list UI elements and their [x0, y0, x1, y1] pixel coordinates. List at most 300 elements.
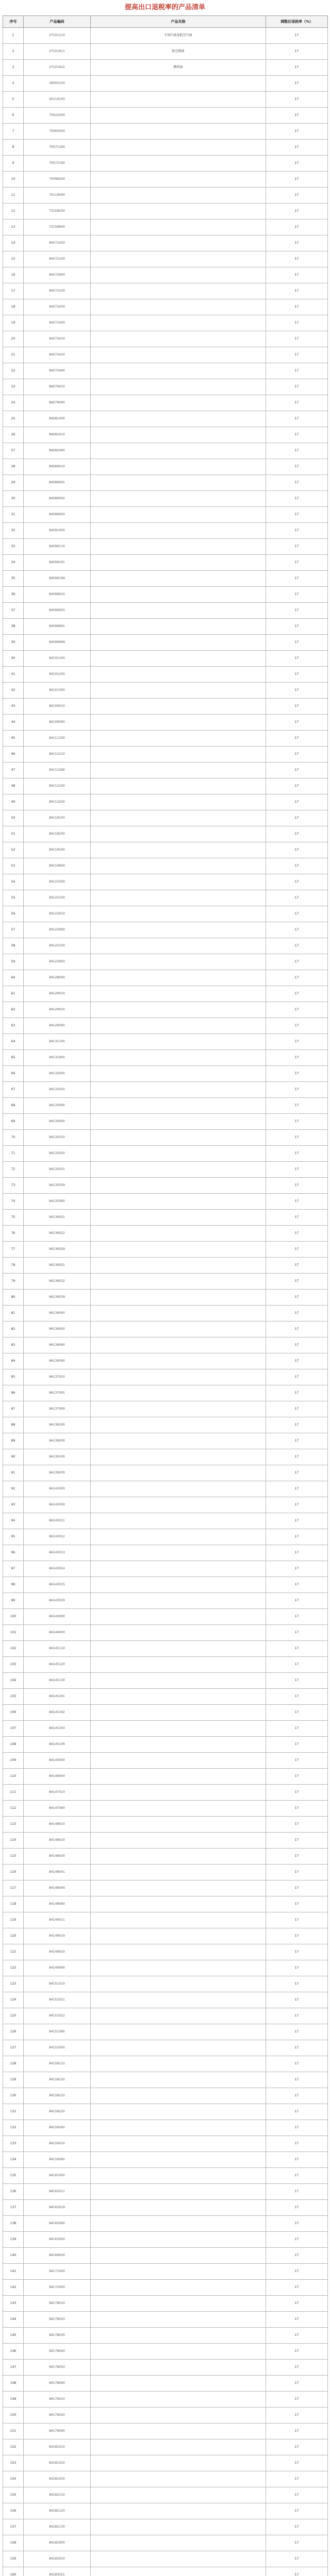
table-row [3, 587, 328, 603]
cell-name [91, 2120, 266, 2136]
cell-index: 8 [3, 140, 24, 156]
cell-code: 84111210 [24, 747, 91, 762]
cell-index: 86 [3, 1385, 24, 1401]
cell-code: 84123900 [24, 954, 91, 970]
cell-code: 84071000 [24, 235, 91, 251]
cell-rate: 17 [266, 1737, 328, 1753]
cell-code: 84169000 [24, 2248, 91, 2264]
cell-code: 84146000 [24, 1769, 91, 1785]
cell-name [91, 2519, 266, 2535]
cell-code: 84178090 [24, 2376, 91, 2392]
cell-index: 90 [3, 1449, 24, 1465]
cell-name [91, 1673, 266, 1689]
cell-rate: 17 [266, 60, 328, 76]
cell-index: 12 [3, 204, 24, 219]
cell-rate: 17 [266, 1210, 328, 1226]
table-row [3, 204, 328, 219]
table-row [3, 1242, 328, 1258]
table-row [3, 1178, 328, 1194]
cell-rate: 17 [266, 251, 328, 267]
cell-index: 9 [3, 156, 24, 172]
cell-code: 84145900 [24, 1753, 91, 1769]
table-row [3, 1721, 328, 1737]
cell-rate: 17 [266, 715, 328, 731]
cell-index: 144 [3, 2312, 24, 2328]
cell-code: 70099200 [24, 172, 91, 188]
cell-name [91, 523, 266, 539]
cell-rate: 17 [266, 1178, 328, 1194]
cell-code: 84135090 [24, 1194, 91, 1210]
cell-rate: 17 [266, 683, 328, 699]
cell-rate: 17 [266, 188, 328, 204]
table-row [3, 2424, 328, 2439]
cell-code: 84136029 [24, 1242, 91, 1258]
cell-name [91, 1066, 266, 1082]
table-row [3, 1912, 328, 1928]
table-row [3, 2296, 328, 2312]
cell-index: 38 [3, 619, 24, 635]
cell-code: 27101911 [24, 44, 91, 60]
cell-rate: 17 [266, 2535, 328, 2551]
cell-rate: 17 [266, 1481, 328, 1497]
cell-index: 19 [3, 315, 24, 331]
cell-code: 73158900 [24, 219, 91, 235]
cell-index: 142 [3, 2280, 24, 2296]
cell-name [91, 267, 266, 283]
cell-index: 67 [3, 1082, 24, 1098]
cell-name [91, 283, 266, 299]
cell-rate: 17 [266, 1130, 328, 1146]
cell-code: 84162011 [24, 2184, 91, 2200]
cell-code: 84143015 [24, 1577, 91, 1593]
cell-code: 84148090 [24, 1896, 91, 1912]
table-row [3, 1657, 328, 1673]
table-row [3, 539, 328, 555]
cell-name [91, 1210, 266, 1226]
cell-name [91, 1369, 266, 1385]
cell-name [91, 188, 266, 204]
cell-rate: 17 [266, 2200, 328, 2216]
table-row [3, 1066, 328, 1082]
cell-code: 84121000 [24, 874, 91, 890]
table-row [3, 922, 328, 938]
table-row [3, 571, 328, 587]
cell-index: 137 [3, 2200, 24, 2216]
cell-rate: 17 [266, 954, 328, 970]
table-row [3, 411, 328, 427]
cell-name [91, 1274, 266, 1290]
table-row [3, 842, 328, 858]
cell-rate: 17 [266, 2519, 328, 2535]
cell-index: 129 [3, 2072, 24, 2088]
cell-index: 133 [3, 2136, 24, 2152]
cell-index: 45 [3, 731, 24, 747]
cell-index: 91 [3, 1465, 24, 1481]
cell-code: 84138200 [24, 1433, 91, 1449]
cell-code: 84136090 [24, 1353, 91, 1369]
cell-rate: 17 [266, 747, 328, 762]
cell-code: 84182130 [24, 2519, 91, 2535]
cell-rate: 17 [266, 794, 328, 810]
table-row [3, 235, 328, 251]
cell-rate: 17 [266, 2008, 328, 2024]
cell-name [91, 363, 266, 379]
cell-index: 22 [3, 363, 24, 379]
cell-name [91, 1880, 266, 1896]
cell-name [91, 858, 266, 874]
cell-rate: 17 [266, 826, 328, 842]
cell-code: 84148010 [24, 1817, 91, 1833]
cell-rate: 17 [266, 475, 328, 491]
cell-code: 84079010 [24, 379, 91, 395]
cell-rate: 17 [266, 1290, 328, 1306]
cell-name [91, 1976, 266, 1992]
cell-name [91, 1657, 266, 1673]
cell-name [91, 2360, 266, 2376]
cell-code: 84178040 [24, 2344, 91, 2360]
table-row [3, 715, 328, 731]
table-row [3, 1306, 328, 1321]
table-row [3, 1577, 328, 1593]
cell-name [91, 603, 266, 619]
table-row [3, 1513, 328, 1529]
cell-code: 84179090 [24, 2424, 91, 2439]
cell-code: 84129020 [24, 1002, 91, 1018]
cell-name [91, 890, 266, 906]
cell-name [91, 1912, 266, 1928]
cell-index: 149 [3, 2392, 24, 2408]
cell-index: 102 [3, 1641, 24, 1657]
cell-index: 76 [3, 1226, 24, 1242]
table-row [3, 1465, 328, 1481]
cell-rate: 17 [266, 2408, 328, 2424]
table-row [3, 1194, 328, 1210]
cell-rate: 17 [266, 1098, 328, 1114]
table-row [3, 1274, 328, 1290]
cell-code: 84099991 [24, 619, 91, 635]
cell-name [91, 172, 266, 188]
table-row [3, 2471, 328, 2487]
cell-code: 84163000 [24, 2232, 91, 2248]
cell-index: 84 [3, 1353, 24, 1369]
cell-index: 83 [3, 1337, 24, 1353]
cell-rate: 17 [266, 1194, 328, 1210]
cell-code: 84123100 [24, 938, 91, 954]
cell-code: 84143019 [24, 1593, 91, 1609]
cell-name [91, 1625, 266, 1641]
cell-name [91, 1098, 266, 1114]
cell-rate: 17 [266, 507, 328, 523]
cell-rate: 17 [266, 1321, 328, 1337]
cell-index: 34 [3, 555, 24, 571]
cell-rate: 17 [266, 1625, 328, 1641]
cell-name [91, 1162, 266, 1178]
cell-index: 104 [3, 1673, 24, 1689]
cell-code: 84145191 [24, 1689, 91, 1705]
cell-code: 84145192 [24, 1705, 91, 1721]
cell-index: 39 [3, 635, 24, 651]
cell-code: 84079090 [24, 395, 91, 411]
cell-name [91, 395, 266, 411]
cell-rate: 17 [266, 491, 328, 507]
cell-index: 85 [3, 1369, 24, 1385]
cell-name: 燃料油 [91, 60, 266, 76]
cell-code: 84131100 [24, 1034, 91, 1050]
table-row [3, 172, 328, 188]
cell-index: 107 [3, 1721, 24, 1737]
cell-rate: 17 [266, 1817, 328, 1833]
cell-index: 122 [3, 1960, 24, 1976]
cell-index: 148 [3, 2376, 24, 2392]
cell-name [91, 2152, 266, 2168]
cell-code: 84112200 [24, 794, 91, 810]
cell-name [91, 1449, 266, 1465]
cell-name [91, 699, 266, 715]
cell-rate: 17 [266, 2312, 328, 2328]
cell-rate: 17 [266, 2503, 328, 2519]
cell-name [91, 1785, 266, 1801]
cell-rate: 17 [266, 1545, 328, 1561]
table-row [3, 2152, 328, 2168]
cell-index: 16 [3, 267, 24, 283]
cell-name [91, 1018, 266, 1034]
cell-index: 108 [3, 1737, 24, 1753]
cell-name [91, 1513, 266, 1529]
cell-rate: 17 [266, 2439, 328, 2455]
cell-code: 84147010 [24, 1785, 91, 1801]
cell-rate: 17 [266, 363, 328, 379]
cell-code: 84072900 [24, 267, 91, 283]
cell-name [91, 747, 266, 762]
table-row [3, 1210, 328, 1226]
cell-rate: 17 [266, 938, 328, 954]
cell-index: 64 [3, 1034, 24, 1050]
cell-rate: 17 [266, 1274, 328, 1290]
cell-rate: 17 [266, 1385, 328, 1401]
cell-rate: 17 [266, 1353, 328, 1369]
table-row [3, 954, 328, 970]
cell-name [91, 1306, 266, 1321]
cell-name [91, 954, 266, 970]
cell-code: 84139200 [24, 1465, 91, 1481]
cell-index: 24 [3, 395, 24, 411]
cell-code: 84082010 [24, 427, 91, 443]
cell-rate: 17 [266, 1513, 328, 1529]
cell-index: 40 [3, 651, 24, 667]
cell-name [91, 2136, 266, 2152]
cell-rate: 17 [266, 219, 328, 235]
cell-index: 99 [3, 1593, 24, 1609]
cell-index: 94 [3, 1513, 24, 1529]
cell-index: 21 [3, 347, 24, 363]
cell-index: 53 [3, 858, 24, 874]
table-row [3, 1098, 328, 1114]
cell-index: 28 [3, 459, 24, 475]
cell-rate: 17 [266, 2280, 328, 2296]
table-row [3, 2280, 328, 2296]
cell-rate: 17 [266, 459, 328, 475]
cell-index: 74 [3, 1194, 24, 1210]
cell-code: 84162090 [24, 2216, 91, 2232]
cell-code: 84136021 [24, 1210, 91, 1226]
cell-name [91, 1865, 266, 1880]
cell-rate: 17 [266, 555, 328, 571]
cell-name [91, 1290, 266, 1306]
cell-rate: 17 [266, 1449, 328, 1465]
cell-name [91, 235, 266, 251]
cell-rate: 17 [266, 1066, 328, 1082]
cell-code: 84109010 [24, 699, 91, 715]
cell-index: 114 [3, 1833, 24, 1849]
header-name: 产品名称 [91, 16, 266, 28]
cell-code: 84182900 [24, 2535, 91, 2551]
cell-rate: 17 [266, 1753, 328, 1769]
cell-rate: 17 [266, 731, 328, 747]
cell-name [91, 76, 266, 92]
cell-index: 42 [3, 683, 24, 699]
table-row [3, 76, 328, 92]
cell-name [91, 1114, 266, 1130]
table-row [3, 1928, 328, 1944]
table-row [3, 2040, 328, 2056]
cell-index: 78 [3, 1258, 24, 1274]
cell-code: 84133090 [24, 1098, 91, 1114]
cell-code: 84144000 [24, 1625, 91, 1641]
table-row [3, 1865, 328, 1880]
cell-rate: 17 [266, 44, 328, 60]
table-row [3, 1290, 328, 1306]
cell-code: 84118100 [24, 810, 91, 826]
cell-index: 111 [3, 1785, 24, 1801]
cell-code: 84089091 [24, 475, 91, 491]
cell-code: 84178050 [24, 2360, 91, 2376]
table-row [3, 747, 328, 762]
cell-code: 84137010 [24, 1369, 91, 1385]
cell-rate: 17 [266, 2088, 328, 2104]
cell-name [91, 1417, 266, 1433]
cell-code: 84136040 [24, 1306, 91, 1321]
cell-name [91, 156, 266, 172]
table-row [3, 1769, 328, 1785]
cell-name [91, 108, 266, 124]
cell-name [91, 1928, 266, 1944]
cell-rate: 17 [266, 411, 328, 427]
table-row [3, 2519, 328, 2535]
table-row [3, 2056, 328, 2072]
cell-code: 84128000 [24, 970, 91, 986]
cell-name [91, 315, 266, 331]
cell-index: 146 [3, 2344, 24, 2360]
table-row [3, 619, 328, 635]
cell-index: 47 [3, 762, 24, 778]
cell-name [91, 842, 266, 858]
cell-code: 84072100 [24, 251, 91, 267]
cell-name [91, 2328, 266, 2344]
cell-code: 84099191 [24, 555, 91, 571]
cell-rate: 17 [266, 2551, 328, 2567]
cell-code: 27101922 [24, 60, 91, 76]
cell-name [91, 1737, 266, 1753]
cell-code: 40116100 [24, 92, 91, 108]
cell-name [91, 1226, 266, 1242]
table-row [3, 1849, 328, 1865]
cell-rate: 17 [266, 1673, 328, 1689]
table-row [3, 603, 328, 619]
table-row [3, 2360, 328, 2376]
table-row [3, 523, 328, 539]
cell-index: 23 [3, 379, 24, 395]
cell-name [91, 731, 266, 747]
table-row [3, 1785, 328, 1801]
cell-name [91, 667, 266, 683]
cell-index: 41 [3, 667, 24, 683]
cell-code: 84101200 [24, 667, 91, 683]
cell-index: 124 [3, 1992, 24, 2008]
cell-code: 84122910 [24, 906, 91, 922]
table-row [3, 2104, 328, 2120]
table-row [3, 1737, 328, 1753]
table-row [3, 1896, 328, 1912]
cell-code: 84178010 [24, 2296, 91, 2312]
cell-index: 127 [3, 2040, 24, 2056]
cell-index: 93 [3, 1497, 24, 1513]
cell-name [91, 1050, 266, 1066]
cell-rate: 17 [266, 1976, 328, 1992]
cell-index: 115 [3, 1849, 24, 1865]
table-row [3, 267, 328, 283]
cell-code: 84182110 [24, 2487, 91, 2503]
cell-name [91, 347, 266, 363]
cell-code: 84142000 [24, 1497, 91, 1513]
cell-code: 84089092 [24, 491, 91, 507]
table-row [3, 1258, 328, 1274]
table-row [3, 188, 328, 204]
cell-code: 84073420 [24, 347, 91, 363]
cell-rate: 17 [266, 523, 328, 539]
table-row [3, 2344, 328, 2360]
cell-name [91, 555, 266, 571]
cell-rate: 17 [266, 1082, 328, 1098]
table-row [3, 555, 328, 571]
cell-index: 37 [3, 603, 24, 619]
cell-name [91, 2455, 266, 2471]
cell-rate: 17 [266, 1689, 328, 1705]
cell-rate: 17 [266, 2424, 328, 2439]
cell-rate: 17 [266, 1417, 328, 1433]
table-row [3, 28, 328, 44]
table-row [3, 443, 328, 459]
cell-index: 141 [3, 2264, 24, 2280]
cell-index: 121 [3, 1944, 24, 1960]
cell-code: 84149019 [24, 1928, 91, 1944]
cell-rate: 17 [266, 2232, 328, 2248]
cell-rate: 17 [266, 2216, 328, 2232]
cell-index: 143 [3, 2296, 24, 2312]
table-row [3, 2008, 328, 2024]
table-row [3, 1880, 328, 1896]
cell-name [91, 2280, 266, 2296]
cell-name: 车用汽油及航空汽油 [91, 28, 266, 44]
cell-name [91, 92, 266, 108]
table-row [3, 858, 328, 874]
cell-rate: 17 [266, 970, 328, 986]
cell-code: 84149090 [24, 1960, 91, 1976]
cell-rate: 17 [266, 922, 328, 938]
cell-name [91, 539, 266, 555]
cell-index: 150 [3, 2408, 24, 2424]
cell-name [91, 1896, 266, 1912]
table-row [3, 890, 328, 906]
